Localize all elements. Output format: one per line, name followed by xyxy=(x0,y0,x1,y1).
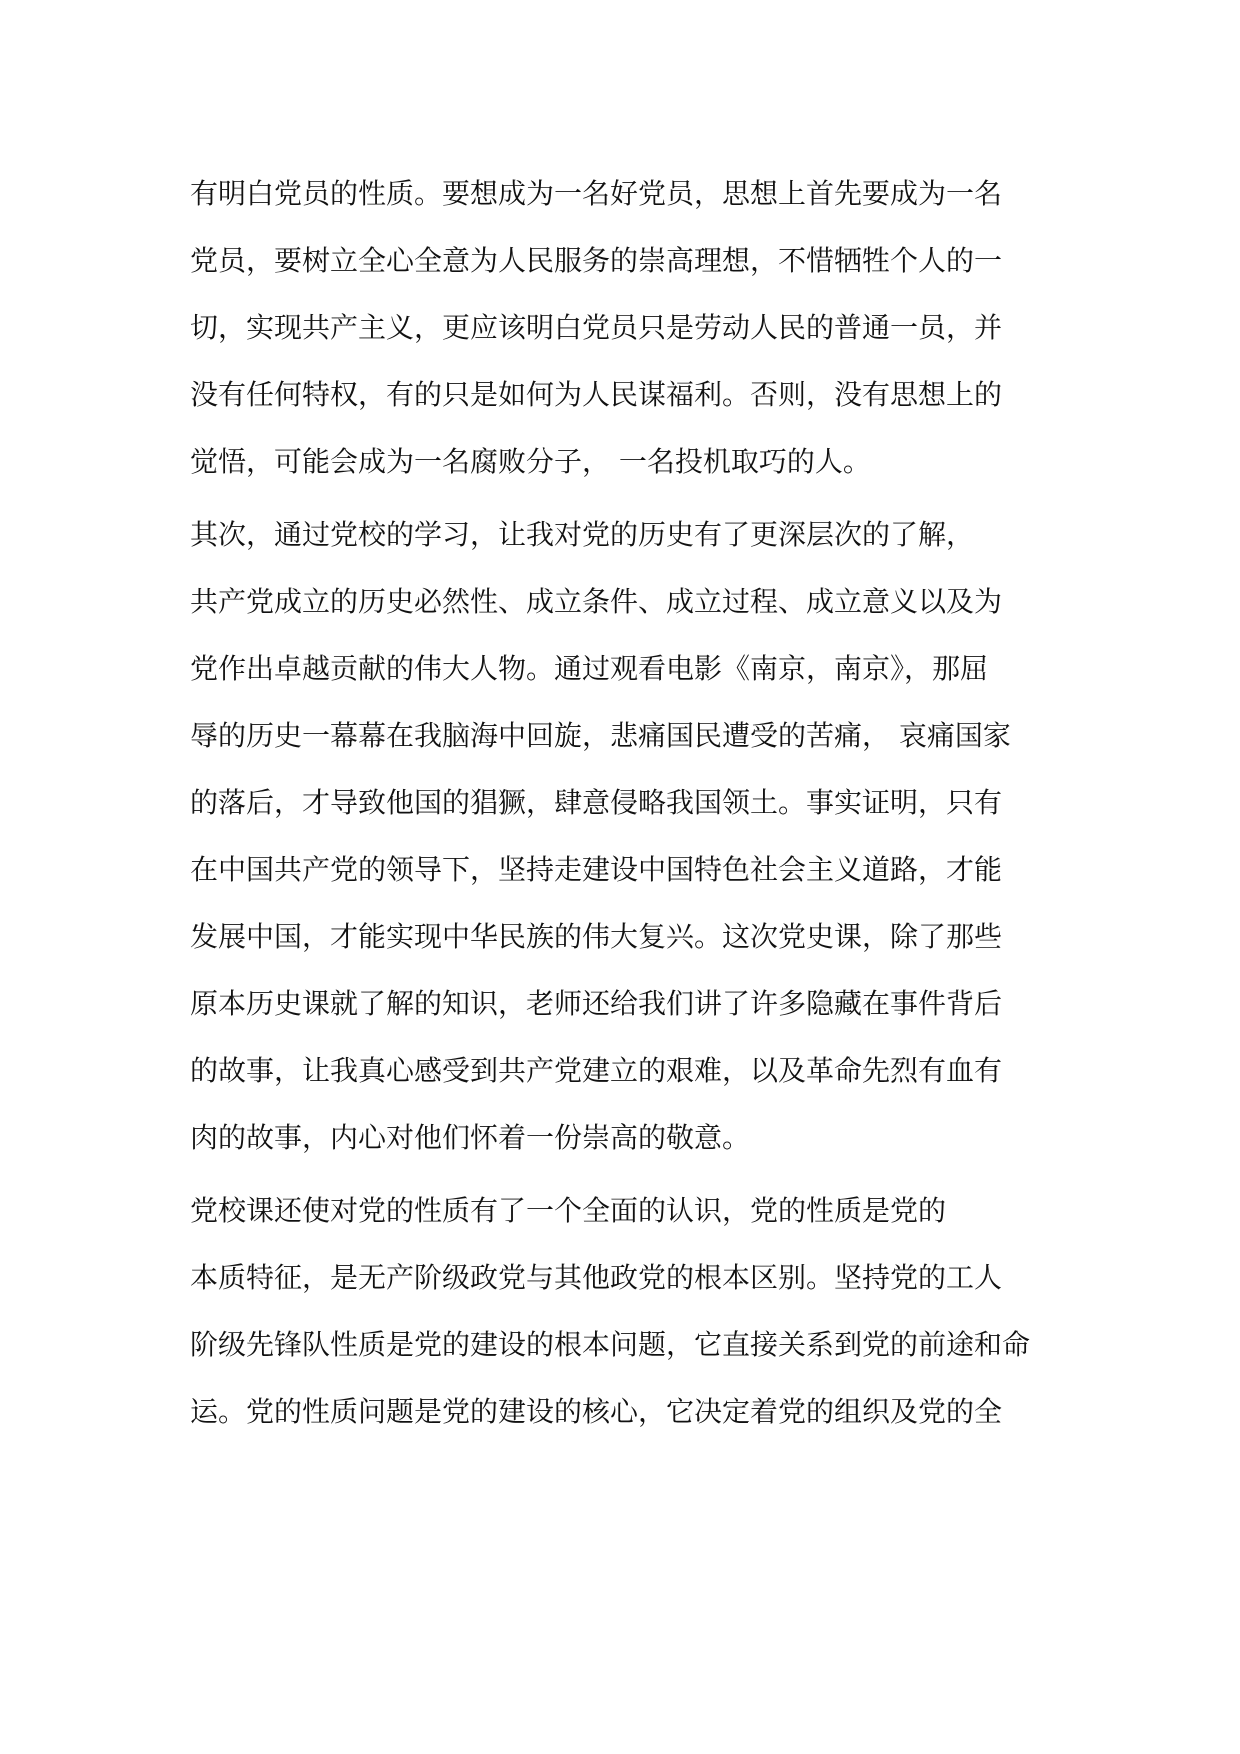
paragraph-1 xyxy=(190,160,1070,495)
text-line: 党校课还使对党的性质有了一个全面的认识，党的性质是党的 xyxy=(190,1194,947,1227)
text-line: 肉的故事，内心对他们怀着一份崇高的敬意。 xyxy=(190,1121,751,1154)
text-line: 党作出卓越贡献的伟大人物。通过观看电影《南京，南京》，那屈 xyxy=(190,652,989,685)
text-line: 发展中国，才能实现中华民族的伟大复兴。这次党史课，除了那些 xyxy=(190,920,1003,953)
text-line: 觉悟，可能会成为一名腐败分子， 一名投机取巧的人。 xyxy=(190,445,871,478)
text-line: 阶级先锋队性质是党的建设的根本问题，它直接关系到党的前途和命 xyxy=(190,1328,1031,1361)
text-line: 原本历史课就了解的知识，老师还给我们讲了许多隐藏在事件背后 xyxy=(190,987,1003,1020)
text-line: 有明白党员的性质。要想成为一名好党员，思想上首先要成为一名 xyxy=(190,177,1003,210)
document-body xyxy=(190,160,1070,1451)
text-line: 在中国共产党的领导下，坚持走建设中国特色社会主义道路，才能 xyxy=(190,853,1003,886)
text-line: 切，实现共产主义，更应该明白党员只是劳动人民的普通一员，并 xyxy=(190,311,1003,344)
paragraph-2 xyxy=(190,501,1070,1171)
text-line: 的故事，让我真心感受到共产党建立的艰难，以及革命先烈有血有 xyxy=(190,1054,1003,1087)
text-line: 共产党成立的历史必然性、成立条件、成立过程、成立意义以及为 xyxy=(190,585,1003,618)
text-line: 本质特征，是无产阶级政党与其他政党的根本区别。坚持党的工人 xyxy=(190,1261,1003,1294)
text-line: 没有任何特权，有的只是如何为人民谋福利。否则，没有思想上的 xyxy=(190,378,1003,411)
text-line: 辱的历史一幕幕在我脑海中回旋，悲痛国民遭受的苦痛， 哀痛国家 xyxy=(190,719,1011,752)
paragraph-3 xyxy=(190,1177,1070,1445)
text-line: 运。党的性质问题是党的建设的核心，它决定着党的组织及党的全 xyxy=(190,1395,1003,1428)
text-line: 党员，要树立全心全意为人民服务的崇高理想，不惜牺牲个人的一 xyxy=(190,244,1003,277)
text-line: 的落后，才导致他国的猖獗，肆意侵略我国领土。事实证明，只有 xyxy=(190,786,1003,819)
text-line: 其次，通过党校的学习，让我对党的历史有了更深层次的了解， xyxy=(190,518,975,551)
